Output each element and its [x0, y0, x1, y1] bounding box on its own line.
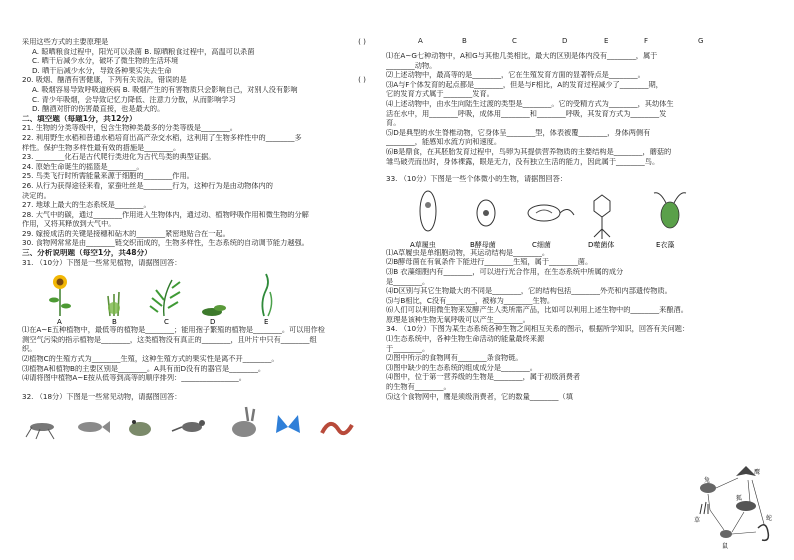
left-line: 25. 鸟类飞行时所需能量来源于细胞的________作用。 [22, 172, 194, 181]
moss-icon [108, 292, 120, 316]
left-line: 24. 原始生命诞生的摇篮是________。 [22, 162, 144, 171]
fern-icon [150, 280, 180, 316]
left-line: A. 晾晒粮食过程中，阳光可以杀菌 B. 晾晒粮食过程中，高温可以杀菌 [32, 47, 255, 56]
right-after-img-line: ⑴A草履虫是单细胞动物，其运动结构是________。 [386, 248, 550, 257]
bacterium-icon [528, 205, 574, 221]
left-line: C. 晒干后减少水分，破坏了微生物的生活环境 [32, 57, 179, 66]
right-mid-line: 33. （10分）下图是一些个体微小的生物，请据图回答： [386, 175, 567, 184]
web-label-snake: 蛇 [766, 515, 773, 522]
grass-icon [700, 502, 708, 514]
animal-label-c: C [512, 38, 517, 45]
web-label-eagle: 鹰 [754, 469, 761, 476]
right-after-img-line: 34. （10分）下图为某生态系统各种生物之间相互关系的图示，根据所学知识，回答有关问题： [386, 325, 690, 334]
rabbit-icon [700, 483, 716, 493]
right-after-img-line: ⑶图中缺少的生态系统的组成成分是________。 [386, 363, 537, 372]
micro-label-b: B酵母菌 [470, 240, 496, 249]
right-after-img-line: 于________。 [386, 344, 430, 353]
chlamydomonas-icon [654, 192, 686, 227]
micro-label-c: C细菌 [532, 240, 551, 249]
animal-label-d: D [562, 38, 568, 45]
right-after-img-line: ⑴生态系统中，各种生物生命活动的能量最终来源 [386, 335, 545, 344]
answer-paren: ( ) [358, 38, 366, 46]
right-column [386, 38, 778, 550]
left-line: 样性。保护生物多样性最有效的措施是________。 [22, 143, 181, 152]
right-line: 育。 [386, 119, 401, 128]
liverwort-icon [202, 305, 226, 316]
left-after-img-line: ⑴在A~E五种植物中，最低等的植物是________；能用孢子繁殖的植物是________。可以用作检 [22, 326, 325, 335]
right-after-img-line: 是________。 [386, 277, 430, 286]
left-line: 26. 从行为获得途径来看，家蚕吐丝是________行为，这种行为是由动物体内的 [22, 181, 273, 190]
micro-label-a: A草履虫 [410, 240, 436, 249]
animals-figure-svg [22, 403, 368, 443]
left-after-img-line: 32. （18分）下图是一些常见动物，请据图回答： [22, 393, 182, 402]
left-line: C. 青少年吸烟，会导致记忆力降低、注意力分散，从而影响学习 [32, 95, 236, 104]
earthworm-icon [322, 424, 352, 433]
left-after-img-line: ⑷请将图中植物A~E按从低等到高等的顺序排列：________________。 [22, 374, 246, 383]
plant-label-d: D [210, 318, 216, 327]
left-line: 22. 利用野生水稻和普通水稻培育出高产杂交水稻，这利用了生物多样性中的________多 [22, 133, 302, 142]
plant-label-b: B [112, 318, 117, 327]
right-line: ⑴在A~G七种动物中，A和G与其他几类相比，最大的区别是体内没有________，属于 [386, 52, 658, 60]
left-line: D. 晒干后减少水分，导致各种果实失去生命 [32, 66, 172, 75]
left-line: 31. （10分）下图是一些常见植物，请据图回答： [22, 258, 182, 267]
left-line: 27. 地球上最大的生态系统是________。 [22, 201, 151, 210]
right-line: ⑶A与F个体发育的起点都是________，但是与F相比，A的发育过程减少了________期， [386, 80, 663, 89]
animal-label-a: A [418, 38, 423, 45]
left-line: 二、填空题（每题1分，共12分） [22, 114, 137, 123]
animal-label-e: E [604, 38, 609, 45]
right-after-img-line: ⑷图中，位于第一营养级的生物是________，属于初级消费者 [386, 373, 581, 382]
right-line: 雏鸟破壳而出时，身体裸露，眼是无力，没有独立生活的能力，因此属于________鸟。 [386, 157, 660, 166]
left-after-img-line [22, 384, 368, 394]
left-column [22, 38, 368, 461]
rabbit-icon [232, 407, 256, 437]
grasshopper-icon [26, 423, 54, 439]
microbes-figure [386, 185, 778, 249]
left-line: 20. 吸烟、酗酒有害健康，下列有关说法，错误的是 ( ) [22, 76, 366, 85]
right-line: ________，能感知水流方向和速度。 [386, 138, 502, 147]
left-line: 29. 嫁接成活的关键是接穗和砧木的________紧密地贴合在一起。 [22, 229, 230, 238]
fox-icon [736, 501, 756, 511]
web-label-mouse: 鼠 [722, 543, 729, 550]
animal-labels-row [386, 38, 778, 52]
micro-label-e: E衣藻 [656, 240, 675, 249]
frog-icon [129, 420, 151, 436]
right-after-img-line: ⑵图中所示的食物网有________条食物链。 [386, 354, 523, 363]
right-line: ________动物。 [386, 61, 437, 70]
left-line: 21. 生物的分类等级中，包含生物种类最多的分类等级是________。 [22, 124, 237, 133]
paramecium-icon [420, 191, 436, 231]
right-after-img-line: ⑵B酵母菌在有氧条件下能进行________生殖，属于________菌。 [386, 258, 593, 267]
left-line: 30. 食物网常常是由________链交织而成的，生物多样性，生态系统的自动调节能力越强。 [22, 239, 309, 248]
bird-icon [172, 420, 205, 432]
right-line: 它的发育方式属于________发育。 [386, 90, 494, 99]
right-after-img-line: ⑸这个食物网中，鹰是须级消费者，它的数量________（填 [386, 392, 573, 401]
animals-figure [22, 403, 368, 461]
right-line: ⑵上述动物中，最高等的是________，它在生殖发育方面的显著特点是________。 [386, 71, 645, 80]
left-line: 采用这些方式的主要原理是 ( ) [22, 38, 366, 46]
right-after-img-line: ⑹人们可以利用微生物来发酵产生人类所需产品，比如可以利用上述生物中的________来酿酒。 [386, 306, 688, 315]
animal-label-f: F [644, 38, 649, 45]
left-after-img-line: 测空气污染的指示植物是________，这类植物没有真正的________，且叶片中只有________组 [22, 335, 317, 344]
yeast-icon [477, 200, 495, 226]
left-line: 三、分析说明题（每空1分，共48分） [22, 249, 152, 258]
plant-label-a: A [57, 318, 62, 327]
plant-label-c: C [164, 318, 169, 327]
right-line: ⑸D是典型的水生脊椎动物，它身体呈________型，体表被覆________，身体两侧有 [386, 128, 651, 137]
microbes-figure-svg [386, 185, 778, 249]
right-after-img-line: 原理是该种生物无氧呼吸可以产生________。 [386, 315, 530, 324]
food-web-figure [686, 458, 778, 550]
right-after-img-line: 的生物有________。 [386, 383, 451, 392]
right-after-img-line: ⑶B 衣藻细胞内有________，可以进行光合作用，在生态系统中所属的成分 [386, 267, 624, 276]
web-label-rabbit: 兔 [704, 477, 711, 484]
animal-label-g: G [698, 38, 704, 45]
web-label-fox: 狐 [736, 495, 743, 502]
left-line: 28. 大气中的碳，通过________作用进入生物体内，通过动、植物呼吸作用和微生物的分解 [22, 210, 309, 219]
left-line: 作用，又将其释放到大气中。 [22, 220, 116, 229]
right-line: 活在水中，用________呼吸，成体用________和________呼吸，其发育方式为________发 [386, 109, 667, 118]
web-label-grass: 草 [694, 517, 701, 524]
fish-icon [78, 421, 110, 433]
micro-label-d: D噬菌体 [588, 240, 615, 249]
left-line: 23. ________化石是古代爬行类进化为古代鸟类的典型证据。 [22, 153, 216, 162]
algae-icon [262, 274, 271, 316]
left-line: D. 酗酒对肝的伤害最直接，也是最大的。 [32, 105, 165, 114]
left-after-img-line: ⑶植物A和植物B的主要区别是________。A具有而D没有的器官是________。 [22, 364, 266, 373]
bacteriophage-icon [594, 195, 610, 239]
right-after-img-line: ⑷D区别与其它生物最大的不同是________，它的结构包括________外壳和内部遗传物质。 [386, 287, 672, 296]
left-after-img-line: 织。 [22, 345, 37, 354]
animal-label-b: B [462, 38, 467, 45]
right-line: ⑹B是鼎食，在其胚胎发育过程中，鸟卵为其提供营养物质的主要结构是________，蘑菇的 [386, 147, 672, 156]
sunflower-icon [49, 275, 71, 316]
plants-figure [22, 268, 368, 326]
plants-figure-svg [22, 268, 368, 326]
mouse-icon [720, 530, 732, 538]
right-line: ⑷上述动物中，由水生向陆生过渡的类型是________。它的受精方式为________，其幼体生 [386, 99, 674, 108]
left-line: A. 吸烟容易导致呼吸道疾病 B. 吸烟产生的有害物质只会影响自己，对别人没有影响 [32, 85, 298, 94]
left-after-img-line: ⑵植物C的生殖方式为________生殖，这种生殖方式的果实性是离不开________。 [22, 355, 279, 364]
eagle-icon [736, 466, 756, 476]
snake-icon [758, 525, 768, 541]
butterfly-icon [276, 415, 300, 433]
right-after-img-line: ⑸与B相比，C没有________，被称为________生物。 [386, 296, 555, 305]
left-line: 决定的。 [22, 191, 51, 200]
plant-label-e: E [264, 318, 269, 327]
answer-paren: ( ) [358, 76, 366, 85]
